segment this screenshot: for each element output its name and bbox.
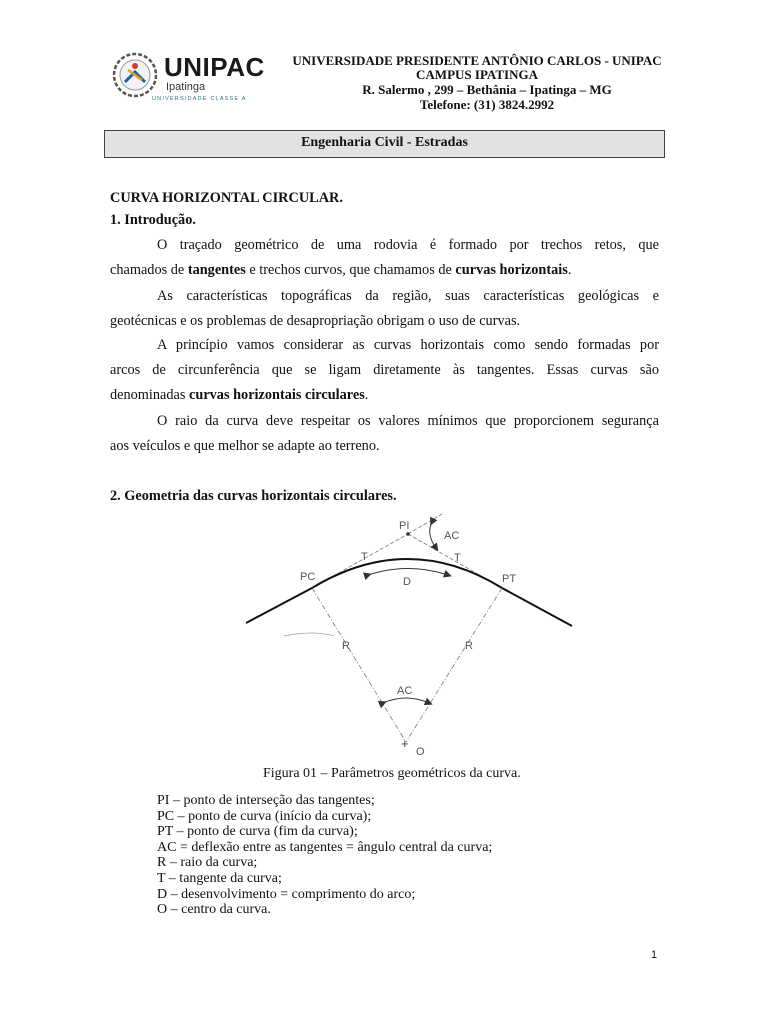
ac-top-arrow [430, 522, 436, 548]
legend-item: T – tangente da curva; [157, 870, 282, 886]
label-ac-top: AC [444, 530, 460, 542]
label-pt: PT [502, 573, 517, 585]
radius-line-left [312, 588, 406, 742]
logo-name: UNIPAC [164, 52, 265, 82]
label-o: O [416, 746, 425, 758]
page-number: 1 [651, 949, 658, 961]
unipac-emblem-icon [112, 52, 158, 98]
legend-item: D – desenvolvimento = comprimento do arco; [157, 886, 416, 902]
paragraph-1-line-2: chamados de tangentes e trechos curvos, que chamamos de curvas horizontais. [110, 262, 572, 278]
phone-line: Telefone: (31) 3824.2992 [419, 97, 555, 112]
legend-item: PI – ponto de interseção das tangentes; [157, 793, 375, 808]
label-t-left: T [361, 551, 368, 563]
section-1-heading: 1. Introdução. [110, 212, 196, 228]
paragraph-3-line-3: denominadas curvas horizontais circulares. [110, 387, 369, 403]
legend-item: R – raio da curva; [157, 855, 258, 871]
unipac-logo [112, 50, 265, 108]
legend-item: AC = deflexão entre as tangentes = ângulo central da curva; [157, 839, 493, 855]
paragraph-4-line-2: aos veículos e que melhor se adapte ao terreno. [110, 438, 380, 454]
address-line: R. Salermo , 299 – Bethânia – Ipatinga – MG [362, 82, 612, 97]
d-arrow [368, 569, 448, 576]
legend-item: PT – ponto de curva (fim da curva); [157, 824, 358, 840]
figure-legend [157, 793, 492, 918]
label-r-right: R [465, 640, 473, 652]
tangent-extension [408, 514, 442, 534]
figure-caption: Figura 01 – Parâmetros geométricos da curva. [263, 766, 521, 781]
university-name: UNIVERSIDADE PRESIDENTE ANTÔNIO CARLOS - UNIPAC [292, 53, 662, 68]
pi-point [406, 532, 410, 536]
curve-geometry-figure [230, 510, 590, 760]
logo-subtitle: Ipatinga [166, 81, 206, 93]
label-d: D [403, 576, 411, 588]
label-ac-center: AC [397, 685, 413, 697]
paragraph-2-line-2: geotécnicas e os problemas de desapropriação obrigam o uso de curvas. [110, 313, 521, 329]
road-alignment [246, 559, 572, 626]
extension-arc [284, 633, 334, 636]
label-pi: PI [399, 520, 410, 532]
paragraph-3-line-2: arcos de circunferência que se ligam diretamente às tangentes. Essas curvas são [110, 362, 659, 378]
ac-center-arrow [383, 698, 429, 703]
legend-item: PC – ponto de curva (início da curva); [157, 808, 372, 824]
paragraph-3-line-1: A princípio vamos considerar as curvas horizontais como sendo formadas por [157, 337, 659, 353]
campus-name: CAMPUS IPATINGA [416, 67, 538, 82]
label-t-right: T [454, 552, 461, 564]
document-title: CURVA HORIZONTAL CIRCULAR. [110, 190, 343, 206]
course-title-box: Engenharia Civil - Estradas [104, 130, 665, 158]
center-point-marker: + [401, 736, 409, 751]
logo-tagline: UNIVERSIDADE CLASSE A [152, 96, 247, 102]
paragraph-4-line-1: O raio da curva deve respeitar os valores mínimos que proporcionem segurança [157, 413, 659, 429]
label-r-left: R [342, 640, 350, 652]
section-2-heading: 2. Geometria das curvas horizontais circulares. [110, 488, 397, 504]
paragraph-2-line-1: As características topográficas da região, suas características geológicas e [157, 288, 659, 304]
radius-line-right [406, 588, 502, 742]
legend-item: O – centro da curva. [157, 902, 271, 918]
label-pc: PC [300, 571, 316, 583]
paragraph-1-line-1: O traçado geométrico de uma rodovia é formado por trechos retos, que [157, 237, 659, 253]
